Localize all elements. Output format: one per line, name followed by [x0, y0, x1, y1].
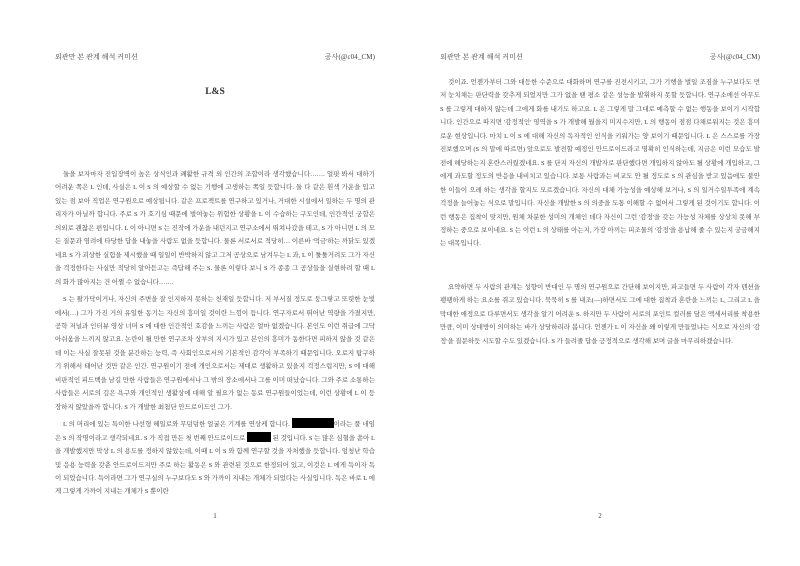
page-1-header — [55, 53, 375, 62]
page-2-header — [440, 53, 760, 62]
header-artist-credit: 공사(@c04_CM) — [709, 53, 760, 61]
document-title: L&S — [205, 87, 225, 97]
document-paragraph: 요약하면 두 사람의 관계는 성향이 반대인 두 명의 연구원으로 간단해 보이지만, 파고들면 두 사람이 각자 텐션을 팽팽하게 하는 요소를 쥐고 있습니다. 묵묵히 S 를 내조(―)하면서도 그에 대한 집착과 혼란을 느끼는 L, 그리고 L 을 막대한 애정으로 다루면서도 생각을 알기 어려운 S. 하지만 두 사람이 서로의 포인트 컬러를 담은 액세서리를 착용한 만큼, 이미 상대방이 의미하는 바가 상당하리라 봅니다. 언젠가 L 이 자신을 왜 이렇게 만들었냐는 식으로 자신의 '감정'을 질문하듯 시도할 수도 있겠습니다. S 가 들려줄 답을 긍정적으로 생각해 보며 글을 마무리하겠습니다. — [440, 283, 760, 345]
redaction-box — [247, 432, 271, 442]
page-1-number: 1 — [213, 512, 217, 520]
document-paragraph: L 의 머리에 있는 특이한 나선형 헤일로와 무덤덤한 얼굴은 기계를 연상케 합니다. 이라는 풀 네임은 S 의 작명이라고 생각되네요. S 가 직접 만든 첫 번째 안드로이드로 된 것입니다. S 는 많은 심혈을 쏟아 L 을 개발했지만 막상 L 의 용도를 정하지 않았는데, 이때 L 이 S 와 함께 연구할 것을 자처했을 듯합니다. 엄청난 학습 및 응용 능력을 갖춘 안드로이드지만 주로 하는 활동은 S 와 관련된 것으로 한정되어 있고, 이것은 L 에게 득이자 독이 되었습니다. 득이라면 그가 연구실의 누구보다도 S 와 가까이 지내는 개체가 되었다는 사실입니다. 독은 바로 L 에게 그렇게 가까이 지내는 개체가 S 뿐이란 — [55, 418, 375, 499]
page-2-body — [440, 76, 760, 348]
header-commission-type: 외관만 본 관계 해석 커미션 — [55, 53, 138, 61]
redaction-box — [292, 418, 334, 428]
document-paragraph: 것이죠. 언젠가부터 그와 대등한 수준으로 대화하며 연구를 진전시키고, 그가 기행을 벌일 조짐을 누구보다도 먼저 눈치채는 판단력을 갖추게 되었지만 그가 없을 땐 평소 같은 성능을 발휘하지 못할 듯합니다. 연구소에선 아무도 S 를 그렇게 대하지 않는데 그에게 화를 내기도 하고요. L 은 그렇게 말 그대로 예측할 수 없는 행동을 보이기 시작합니다. 인간으로 따지면 '감정적인' 영역을 S 가 개발해 뒀을지 미지수지만, L 의 행동이 점점 다채로워지는 것은 흥미로운 현상입니다. 마치 L 이 S 에 대해 자신의 독자적인 인식을 키워가는 양 보이기 때문입니다. L 은 스스로를 가장 진보했으며 (S 의 말에 따르면) 앞으로도 발전할 예정인 안드로이드라고 명확히 인식하는데, 지금은 이런 모습도 발전에 해당하는지 혼란스러웠겠네요. S 를 단지 자신의 개발자로 판단했다면 개입하지 않아도 될 상황에 개입하고, 그에게 과도할 정도의 반응을 내비치고 있습니다. 보통 사람과는 비교도 안 될 정도로 S 의 관심을 받고 있음에도 불안한 이들이 으레 하는 생각을 할지도 모르겠습니다. 자신의 대체 가능성을 예상해 보거나, S 의 일거수일투족에 계속 걱정을 늘어놓는 식으로 말입니다. 자신을 개발한 S 의 의중을 도통 이해할 수 없어서 그렇게 된 것이기도 합니다. 이런 행동은 집착이 맞지만, 원체 차분한 성미의 개체인 데다 자신이 그런 '감정'을 갖는 가능성 자체를 상상치 못해 부정하는 중으로 보이네요. S 는 이런 L 의 상태를 아는지, 가장 아끼는 피조물의 '감정'을 용납해 줄 수 있는지 궁금해지는 대목입니다. — [440, 79, 760, 248]
document-paragraph: S 는 왈가닥이거나, 자신의 주변을 잘 인지하지 못하는 천재일 듯합니다. 저 부서질 정도로 둥그랗고 또렷한 눈빛에서(…) 그가 가진 거의 유일한 동기는 자신의 흥미일 것이란 느낌이 듭니다. 연구자로서 뛰어난 역량을 가졌지만, 공학 저널과 인터뷰 영상 너머 S 에 대한 인간적인 호감을 느끼는 사람은 얼마 없겠습니다. 본인도 이런 취급에 그닥 아쉬움을 느끼지 않고요. 논란이 될 만한 연구조차 상부의 지시가 있고 본인의 흥미가 동한다면 피하지 않을 것 같은데 이는 사실 잘못된 것을 분간하는 능력, 즉 사회인으로서의 기본적인 감각이 부족하기 때문입니다. 오로지 탐구하기 위해서 태어난 것만 같은 인간. 연구원이기 전에 개인으로서는 제대로 생활하고 있을지 걱정스럽지만, S 에 대해 비판적인 피드백을 남길 만한 사람들은 연구원에서나 그 밖의 장소에서나 그를 이미 떠났습니다. 그와 주로 소통하는 사람들은 서로의 깊은 욕구와 개인적인 생활상에 대해 알 필요가 없는 동료 연구원들이었는데, 이런 상황에 L 이 등장하지 않았을까 합니다. S 가 개발한 최첨단 안드로이드인 그가. — [55, 296, 375, 411]
page-2-number: 2 — [598, 512, 602, 520]
page-2 — [400, 0, 800, 566]
header-commission-type: 외관만 본 관계 해석 커미션 — [440, 53, 523, 61]
page-1-body — [55, 168, 375, 499]
header-artist-credit: 공사(@c04_CM) — [324, 53, 375, 61]
document-paragraph: 둘을 보자마자 진입장벽이 높은 상식인과 쾌활한 규격 외 인간의 조합이라 생각했습니다……. 얼핏 봐서 대하기 어려운 쪽은 L 인데, 사실은 L 이 S 의 예상할 수 없는 기행에 고생하는 쪽일 듯합니다. 둘 다 같은 흰색 가운을 입고 있는 점 보아 직업은 연구원으로 예상됩니다. 같은 프로젝트를 연구하고 있거나, 거대한 시설에서 일하는 두 명의 관리자가 아닐까 합니다. 주로 S 가 호기심 때문에 벌여놓는 위험한 상황을 L 이 수습하는 구도인데, 인간적인 궁합은 의외로 괜찮은 편입니다. L 이 아니면 S 는 진작에 가운을 내던지고 연구소에서 뛰쳐나갔을 테고, S 가 아니면 L 의 모든 질문과 염려에 타당한 답을 내놓을 사람도 없을 듯합니다. 물론 서로서로 적당히… 이른바 '먹금'하는 까닭도 있겠네요 S 가 괴상한 실험을 제시했을 때 일일이 반박하지 않고 그저 공상으로 남겨두는 L 과, L 이 툴툴거려도 그가 자신을 걱정한다는 사실만 적당히 알아듣고는 즉답해 주는 S. 물론 이렇다 보니 S 가 종종 그 공상들을 실현하려 할 때 L 의 화가 많아지는 건 어쩔 수 없습니다……. — [55, 171, 375, 286]
